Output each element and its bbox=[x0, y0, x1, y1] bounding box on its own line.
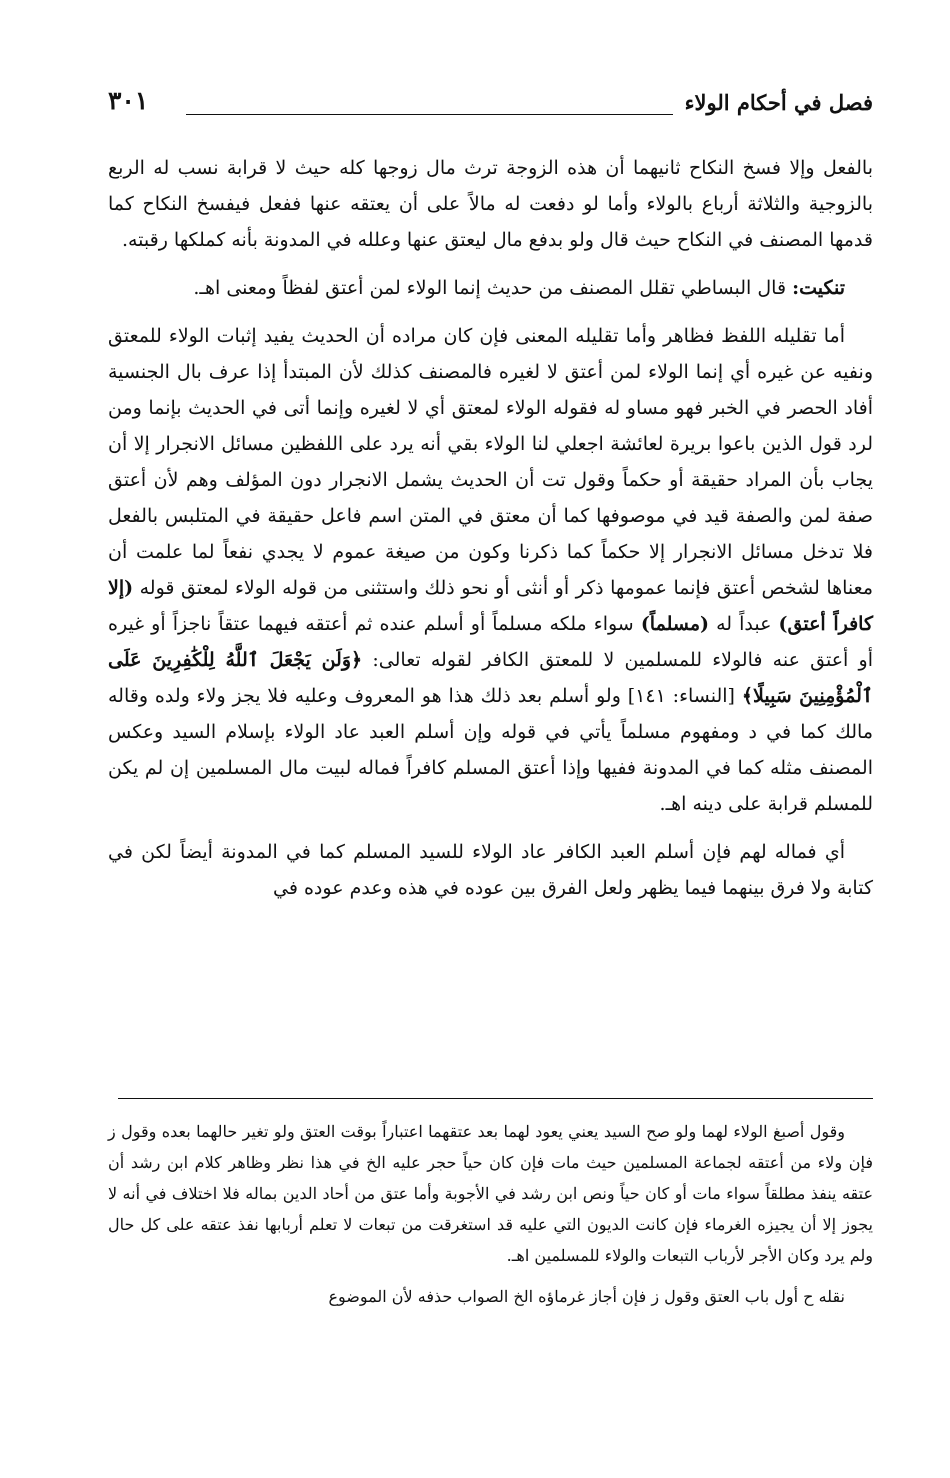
footnotes bbox=[108, 1116, 873, 1322]
paragraph-3-part-c: سواء ملكه مسلماً أو أسلم عنده ثم أعتقه فيهما عتقاً ناجزاً أو غيره أو أعتق عنه فالولاء للمسلمين لا للمعتق الكافر لقوله تعالى: bbox=[108, 613, 874, 671]
page-number: ٣٠١ bbox=[108, 86, 149, 115]
matn-quote-1: (إلا كافراً أعتق) bbox=[108, 577, 874, 635]
paragraph-4: أي فماله لهم فإن أسلم العبد الكافر عاد الولاء للسيد المسلم كما في المدونة أيضاً لكن في كتابة ولا فرق بينهما فيما يظهر ولعل الفرق بين عوده في هذه وعدم عوده في bbox=[108, 841, 873, 899]
matn-quote-2: (مسلماً) bbox=[640, 613, 709, 635]
quran-verse: ﴿وَلَن يَجْعَلَ ٱللَّهُ لِلْكَٰفِرِينَ عَلَى ٱلْمُؤْمِنِينَ سَبِيلًا﴾ bbox=[108, 649, 873, 707]
paragraph-3 bbox=[108, 318, 873, 822]
footnote-2: نقله ح أول باب العتق وقول ز فإن أجاز غرماؤه الخ الصواب حذفه لأن الموضوع bbox=[328, 1287, 845, 1306]
running-title: فصل في أحكام الولاء bbox=[684, 90, 873, 115]
section-label-tankit: تنكيت: bbox=[792, 277, 845, 299]
footnote-1: وقول أصبغ الولاء لهما ولو صح السيد يعني يعود لهما بعد عتقهما اعتباراً بوقت العتق ولو تغير حالهما بعده وقول ز فإن ولاء من أعتقه لجماعة المسلمين حيث مات فإن كان حياً حجر عليه الخ في هذا نظر وظاهر كلام ابن رشد أن عتقه ينفذ مطلقاً سواء مات أو كان حياً ونص ابن رشد في الأجوبة وأما عتق من أحاد الدين بماله فلا اختلاف في أنه لا يجوز إلا أن يجيزه الغرماء فإن كانت الديون التي عليه قد استغرقت من تبعات لا تعلم أربابها نفذ عتقه على كل حال ولم يرد وكان الأجر لأرباب التبعات والولاء للمسلمين اهـ. bbox=[108, 1122, 874, 1265]
page-header bbox=[108, 84, 873, 126]
paragraph-1: بالفعل وإلا فسخ النكاح ثانيهما أن هذه الزوجة ترث مال زوجها كله حيث لا قرابة نسب له الربع بالزوجية والثلاثة أرباع بالولاء وأما لو دفعت له مالاً على أن يعتقه عنها ففعل فيفسخ النكاح كما قدمها المصنف في النكاح حيث قال ولو بدفع مال ليعتق عنها وعلله في المدونة بأنه كملكها رقبته. bbox=[108, 157, 873, 251]
paragraph-2 bbox=[108, 270, 873, 306]
main-text bbox=[108, 150, 873, 918]
paragraph-3-part-b: عبداً له bbox=[716, 613, 772, 635]
footnote-separator bbox=[118, 1098, 873, 1099]
paragraph-3-part-a: أما تقليله اللفظ فظاهر وأما تقليله المعنى فإن كان مراده أن الحديث يفيد إثبات الولاء للمعتق ونفيه عن غيره أي إنما الولاء لمن أعتق لا لغيره فالمصنف كذلك لأن المبتدأ إذا عرف بال الجنسية أفاد الحصر في الخبر فهو مساو له فقوله الولاء لمعتق أي لا لغيره وإنما أتى في الحديث بإنما ومن لرد قول الذين باعوا بريرة لعائشة اجعلي لنا الولاء بقي أنه يرد على اللفظين مسائل الانجرار إلا أن يجاب بأن المراد حقيقة أو حكماً وقول تت أن الحديث يشمل الانجرار دون المؤلف وهم لأن أعتق صفة لمن والصفة قيد في موصوفها كما أن معتق في المتن اسم فاعل حقيقة في المتلبس بالفعل فلا تدخل مسائل الانجرار إلا حكماً كما ذكرنا وكون من صيغة عموم لا يجدي نفعاً لما علمت أن معناها لشخص أعتق فإنما عمومها ذكر أو أنثى أو نحو ذلك واستثنى من قوله الولاء لمعتق قوله bbox=[108, 325, 873, 599]
paragraph-2-text: قال البساطي تقلل المصنف من حديث إنما الولاء لمن أعتق لفظاً ومعنى اهـ. bbox=[193, 277, 787, 299]
paragraph-3-part-d: [النساء: ١٤١] ولو أسلم بعد ذلك هذا هو المعروف وعليه فلا يجز ولاء ولده وقاله مالك كما في د ومفهوم مسلماً يأتي في قوله وإن أسلم العبد عاد الولاء بإسلام السيد وعكس المصنف مثله كما في المدونة ففيها وإذا أعتق المسلم كافراً فماله لبيت مال المسلمين إن لم يكن للمسلم قرابة على دينه اهـ. bbox=[108, 685, 873, 815]
header-rule bbox=[186, 114, 673, 115]
